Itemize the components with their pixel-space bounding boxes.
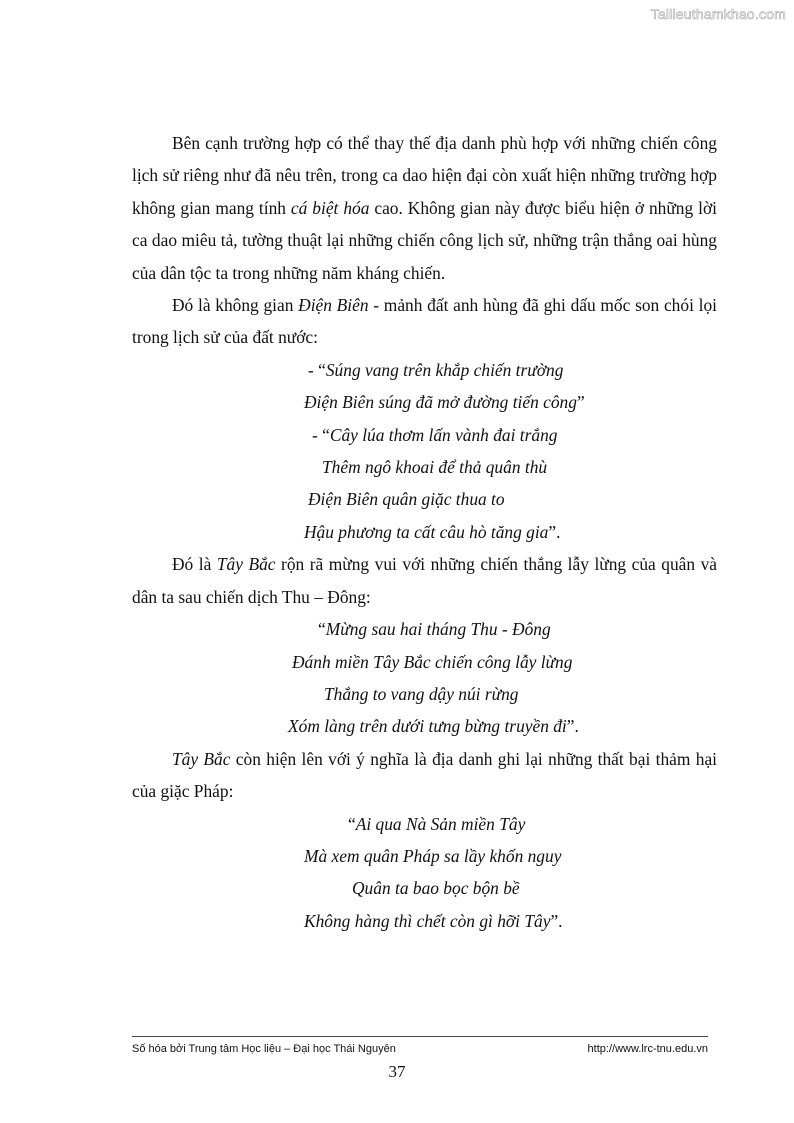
poem-line [132,646,717,678]
poem-quote-mark: ” [576,392,585,413]
paragraph-3-emphasis: Tây Bắc [216,554,276,575]
poem-line [132,516,717,548]
poem-line [132,419,717,451]
poem-quote-mark: “ [348,813,356,834]
poem-line-text: Hậu phương ta cất câu hò tăng gia [304,521,549,542]
poem-line [132,872,717,904]
poem-line-text: Mà xem quân Pháp sa lầy khốn nguy [304,845,562,866]
paragraph-2-emphasis: Điện Biên [298,295,369,316]
footer-url: http://www.lrc-tnu.edu.vn [587,1043,708,1055]
poem-tay-bac-1 [132,613,717,743]
poem-line-text: Mừng sau hai tháng Thu - Đông [325,619,551,640]
watermark-text: Tailieuthamkhao.com [650,6,786,22]
poem-quote-mark: - “ [312,424,330,445]
paragraph-3 [132,548,717,613]
poem-line-text: Điện Biên súng đã mở đường tiến công [304,392,577,413]
paragraph-3-text-a: Đó là [172,554,217,575]
poem-line-text: Đánh miền Tây Bắc chiến công lẫy lừng [292,651,573,672]
poem-line-text: Xóm làng trên dưới tưng bừng truyền đi [288,716,567,737]
poem-tay-bac-2 [132,808,717,938]
poem-line [132,354,717,386]
paragraph-4-text-b: còn hiện lên với ý nghĩa là địa danh ghi lại những thất bại thảm hại của giặc Pháp: [132,748,717,802]
poem-quote-mark: ”. [548,521,561,542]
poem-line-text: Ai qua Nà Sản miền Tây [355,813,526,834]
paragraph-2 [132,289,717,354]
poem-dien-bien-2 [132,419,717,549]
poem-line [132,613,717,645]
paragraph-2-text-a: Đó là không gian [172,295,299,316]
footer-credit: Số hóa bởi Trung tâm Học liệu – Đại học Thái Nguyên [132,1043,396,1055]
page-number: 37 [388,1062,406,1081]
poem-line [132,386,717,418]
paragraph-1-text-a: Bên cạnh trường hợp có thể thay thế địa danh phù hợp với những chiến công lịch sử riêng như đã nêu trên, trong ca dao hiện đại còn xuất hiện những trường hợp không gian mang tính [132,133,717,218]
poem-line [132,840,717,872]
poem-line [132,710,717,742]
poem-line-text: Súng vang trên khắp chiến trường [325,359,564,380]
poem-line [132,678,717,710]
page-body [132,127,717,937]
poem-line-text: Quân ta bao bọc bộn bề [352,878,520,899]
paragraph-1 [132,127,717,289]
paragraph-4 [132,743,717,808]
poem-line [132,808,717,840]
poem-quote-mark: - “ [308,359,326,380]
paragraph-1-emphasis: cá biệt hóa [290,197,370,218]
paragraph-1-text-c: cao. Không gian này được biểu hiện ở những lời ca dao miêu tả, tường thuật lại những chiến công lịch sử, những trận thắng oai hùng của dân tộc ta trong những năm kháng chiến. [132,197,717,283]
poem-line-text: Thêm ngô khoai để thả quân thù [322,457,548,478]
poem-line-text: Cây lúa thơm lấn vành đai trắng [329,424,558,445]
poem-line-text: Không hàng thì chết còn gì hỡi Tây [304,910,551,931]
poem-quote-mark: ”. [566,716,579,737]
poem-line [132,483,717,515]
poem-line-text: Điện Biên quân giặc thua to [308,489,505,510]
paragraph-3-text-c: rộn rã mừng vui với những chiến thắng lẫy lừng của quân và dân ta sau chiến dịch Thu – Đông: [132,554,717,607]
footer-divider [132,1036,708,1037]
poem-line [132,451,717,483]
poem-quote-mark: “ [318,619,326,640]
paragraph-2-text-c: - mảnh đất anh hùng đã ghi dấu mốc son chói lọi trong lịch sử của đất nước: [132,295,717,348]
poem-quote-mark: ”. [550,910,563,931]
paragraph-4-emphasis: Tây Bắc [172,748,231,769]
poem-line [132,905,717,937]
poem-dien-bien-1 [132,354,717,419]
poem-line-text: Thắng to vang dậy núi rừng [324,683,519,704]
